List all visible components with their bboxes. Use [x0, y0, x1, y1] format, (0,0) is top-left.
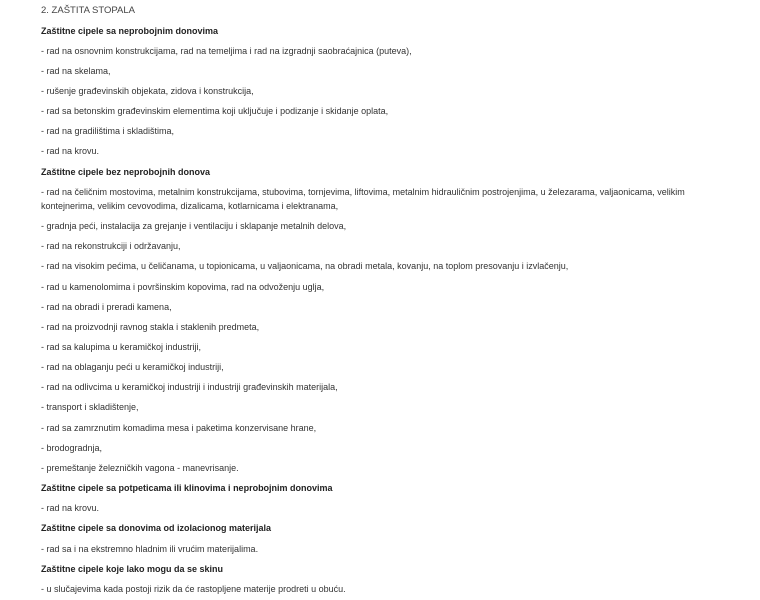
list-item: - rad na proizvodnji ravnog stakla i staklenih predmeta, [41, 322, 260, 332]
list-item: - rad sa i na ekstremno hladnim ili vrućim materijalima. [41, 544, 259, 554]
list-item: - u slučajevima kada postoji rizik da će rastopljene materije prodreti u obuću. [41, 584, 346, 594]
list-item: - rad na skelama, [41, 66, 111, 76]
list-item: - rad na obradi i preradi kamena, [41, 302, 172, 312]
list-item: - rad sa zamrznutim komadima mesa i paketima konzervisane hrane, [41, 423, 317, 433]
list-item: - brodogradnja, [41, 443, 103, 453]
list-item: - rad na krovu. [41, 503, 100, 513]
list-item: - rad na krovu. [41, 146, 100, 156]
list-item: - rad na odlivcima u keramičkoj industriji i industriji građevinskih materijala, [41, 382, 338, 392]
group-heading: Zaštitne cipele bez neprobojnih donova [41, 167, 211, 177]
list-item: - rad sa betonskim građevinskim elementima koji uključuje i podizanje i skidanje oplata, [41, 106, 389, 116]
list-item: - rad na čeličnim mostovima, metalnim konstrukcijama, stubovima, tornjevima, liftovima, metalnim hidrauličnim postrojenjima, u železarama, valjaonicama, velikim kontejnerima, velikim cevovodima, dizalicama, kotlarnicama i elektranama, [41, 187, 685, 211]
group-heading: Zaštitne cipele sa neprobojnim donovima [41, 26, 219, 36]
section-title: 2. ZAŠTITA STOPALA [41, 5, 135, 16]
list-item: - rad na oblaganju peći u keramičkoj industriji, [41, 362, 224, 372]
group-heading: Zaštitne cipele koje lako mogu da se skinu [41, 564, 224, 574]
list-item: - rad sa kalupima u keramičkoj industriji, [41, 342, 202, 352]
list-item: - rad na gradilištima i skladištima, [41, 126, 175, 136]
list-item: - rušenje građevinskih objekata, zidova i konstrukcija, [41, 86, 254, 96]
list-item: - rad na rekonstrukciji i održavanju, [41, 241, 181, 251]
list-item: - premeštanje železničkih vagona - manevrisanje. [41, 463, 239, 473]
list-item: - rad na osnovnim konstrukcijama, rad na temeljima i rad na izgradnji saobraćajnica (puteva), [41, 46, 412, 56]
list-item: - rad u kamenolomima i površinskim kopovima, rad na odvoženju uglja, [41, 282, 325, 292]
group-heading: Zaštitne cipele sa potpeticama ili klinovima i neprobojnim donovima [41, 483, 333, 493]
list-item: - transport i skladištenje, [41, 402, 139, 412]
list-item: - gradnja peći, instalacija za grejanje i ventilaciju i sklapanje metalnih delova, [41, 221, 347, 231]
group-heading: Zaštitne cipele sa donovima od izolacionog materijala [41, 523, 272, 533]
list-item: - rad na visokim pećima, u čeličanama, u topionicama, u valjaonicama, na obradi metala, kovanju, na toplom presovanju i izvlačenju, [41, 261, 569, 271]
